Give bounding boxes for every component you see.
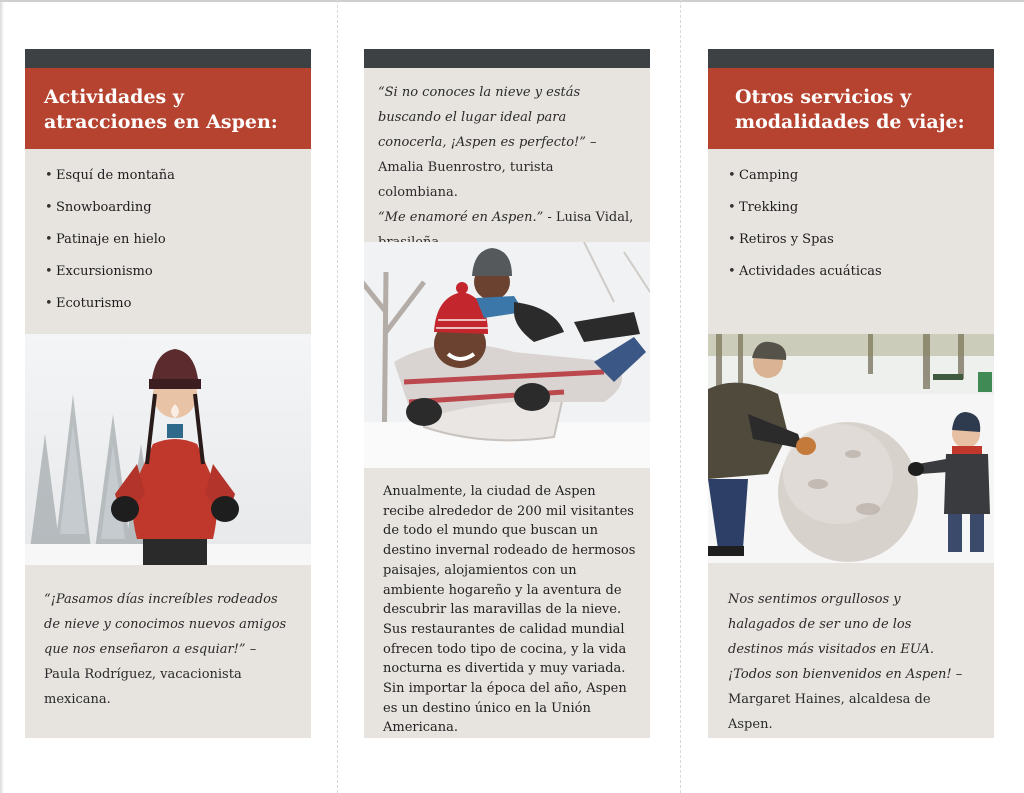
giant-snowball-park-icon	[708, 334, 994, 563]
middle-testimonials	[364, 80, 650, 255]
fold-line-right	[680, 0, 681, 793]
child-in-red-jacket-icon	[25, 334, 311, 565]
left-testimonial	[25, 587, 311, 712]
list-item: • Retiros y Spas	[728, 231, 994, 263]
right-panel	[708, 49, 994, 738]
panel-top-strip	[25, 49, 311, 68]
panel-top-strip	[708, 49, 994, 68]
testimonial-attribution: – Amalia Buenrostro, turista colombiana.	[378, 135, 597, 200]
fold-line-left	[337, 0, 338, 793]
aspen-description: Anualmente, la ciudad de Aspen recibe alrededor de 200 mil visitantes de todo el mundo que buscan un destino invernal rodeado de hermosos paisajes, alojamientos con un ambiente hogareño y la aventura de descubrir las maravillas de la nieve. Sus restaurantes de calidad mundial ofrecen todo tipo de cocina, y la vida nocturna es divertida y muy variada. Sin importar la época del año, Aspen es un destino único en la Unión Americana.	[383, 484, 636, 736]
list-item: • Trekking	[728, 199, 994, 231]
snowball-photo	[708, 334, 994, 563]
left-panel	[25, 49, 311, 738]
father-son-sledding-icon	[364, 242, 650, 468]
list-item: • Ecoturismo	[45, 295, 311, 327]
middle-panel	[364, 49, 650, 738]
panel-top-strip	[364, 49, 650, 68]
testimonial-quote: “¡Pasamos días increíbles rodeados de nieve y conocimos nuevos amigos que nos enseñaron a esquiar!”	[44, 592, 287, 657]
testimonial-quote: “Si no conoces la nieve y estás buscando el lugar ideal para conocerla, ¡Aspen es perfecto!”	[378, 85, 586, 150]
list-item: • Esquí de montaña	[45, 167, 311, 199]
services-list	[708, 149, 994, 295]
list-item: • Excursionismo	[45, 263, 311, 295]
page-top-edge	[0, 0, 1024, 2]
sledding-photo	[364, 242, 650, 468]
testimonial-quote: “Me enamoré en Aspen.”	[378, 210, 544, 225]
testimonial-attribution: - Luisa Vidal,	[547, 210, 634, 225]
services-heading: Otros servicios y modalidades de viaje:	[708, 68, 994, 149]
list-item: • Snowboarding	[45, 199, 311, 231]
list-item: • Actividades acuáticas	[728, 263, 994, 295]
list-item: • Patinaje en hielo	[45, 231, 311, 263]
testimonial-quote: Nos sentimos orgullosos y halagados de ser uno de los destinos más visitados en EUA. ¡Todos son bienvenidos en Aspen!	[728, 592, 952, 682]
child-snow-photo	[25, 334, 311, 565]
activities-list	[25, 149, 311, 327]
testimonial-attribution: – Margaret Haines, alcaldesa de Aspen.	[728, 667, 963, 732]
activities-heading: Actividades y atracciones en Aspen:	[25, 68, 311, 149]
list-item: • Camping	[728, 167, 994, 199]
testimonial-attribution: – Paula Rodríguez, vacacionista mexicana.	[44, 642, 257, 707]
right-testimonial	[708, 587, 994, 737]
